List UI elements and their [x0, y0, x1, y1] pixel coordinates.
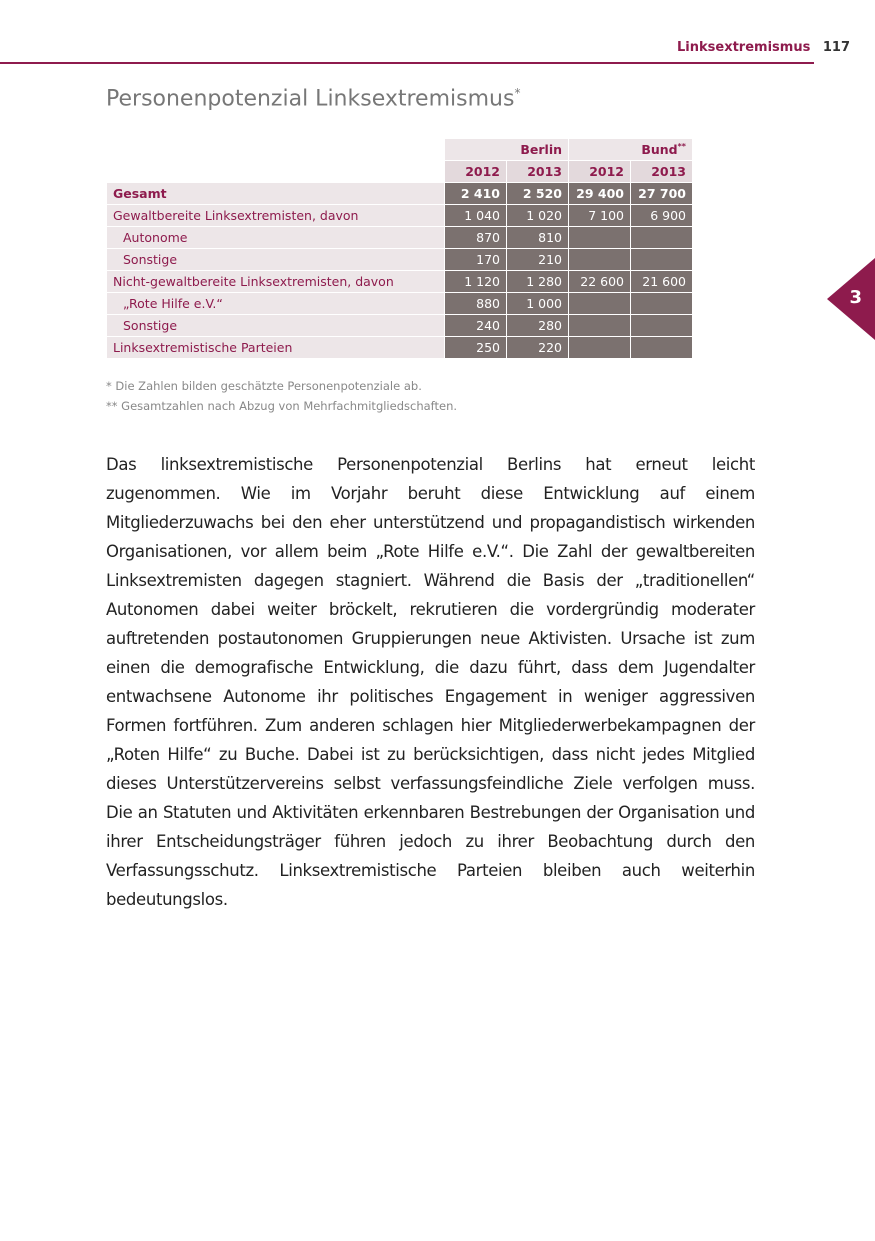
table-cell: 27 700 — [631, 183, 693, 205]
table-cell: 29 400 — [569, 183, 631, 205]
group-header-bund: Bund** — [569, 139, 693, 161]
title-footnote-marker: * — [514, 86, 521, 100]
table-cell: 2 520 — [507, 183, 569, 205]
table-row — [107, 227, 693, 249]
table-cell — [631, 227, 693, 249]
header-rule — [0, 62, 814, 64]
group-header-berlin: Berlin — [445, 139, 569, 161]
footnote: * Die Zahlen bilden geschätzte Personenpotenziale ab. — [106, 379, 422, 393]
table-cell — [631, 337, 693, 359]
row-label: Linksextremistische Parteien — [107, 337, 445, 359]
row-label: Gesamt — [107, 183, 445, 205]
running-title: Linksextremismus — [677, 40, 811, 55]
row-label: Gewaltbereite Linksextremisten, davon — [107, 205, 445, 227]
year-header: 2012 — [445, 161, 507, 183]
table-cell: 880 — [445, 293, 507, 315]
table-cell: 170 — [445, 249, 507, 271]
row-label: Nicht-gewaltbereite Linksextremisten, davon — [107, 271, 445, 293]
table-row-gesamt — [107, 183, 693, 205]
bund-footnote-marker: ** — [677, 141, 686, 151]
table-cell — [631, 249, 693, 271]
row-label: Autonome — [107, 227, 445, 249]
table-cell — [569, 249, 631, 271]
table-cell — [569, 315, 631, 337]
page-number: 117 — [822, 40, 850, 55]
table-cell: 240 — [445, 315, 507, 337]
table-cell: 7 100 — [569, 205, 631, 227]
table-cell: 1 000 — [507, 293, 569, 315]
header-empty-cell — [107, 161, 445, 183]
table-cell: 1 040 — [445, 205, 507, 227]
table-cell: 1 020 — [507, 205, 569, 227]
table-cell: 21 600 — [631, 271, 693, 293]
table-cell — [631, 315, 693, 337]
row-label: Sonstige — [107, 249, 445, 271]
table-cell: 810 — [507, 227, 569, 249]
table-cell — [631, 293, 693, 315]
table-year-header — [107, 161, 693, 183]
table-cell — [569, 293, 631, 315]
table-cell: 870 — [445, 227, 507, 249]
table-cell — [569, 227, 631, 249]
title-text: Personenpotenzial Linksextremismus — [106, 86, 515, 112]
table-row — [107, 271, 693, 293]
table-cell: 22 600 — [569, 271, 631, 293]
table-cell: 6 900 — [631, 205, 693, 227]
running-head — [677, 40, 850, 55]
table-row — [107, 249, 693, 271]
table-cell: 2 410 — [445, 183, 507, 205]
page-title — [106, 86, 520, 111]
table-row — [107, 337, 693, 359]
table-row — [107, 293, 693, 315]
body-paragraph: Das linksextremistische Personenpotenzial Berlins hat erneut leicht zugenommen. Wie im Vorjahr beruht diese Entwicklung auf einem Mitgliederzuwachs bei den eher unterstützend und propagandistisch wirkenden Organisationen, vor allem beim „Rote Hilfe e.V.“. Die Zahl der gewaltbereiten Linksextremisten dagegen stagniert. Während die Basis der „traditionellen“ Autonomen dabei weiter bröckelt, rekrutieren die vordergründig moderater auftretenden postautonomen Gruppierungen neue Aktivisten. Ursache ist zum einen die demografische Entwicklung, die dazu führt, dass dem Jugendalter entwachsene Autonome ihr politisches Engagement in weniger aggressiven Formen fortführen. Zum anderen schlagen hier Mitgliederwerbekampagnen der „Roten Hilfe“ zu Buche. Dabei ist zu berücksichtigen, dass nicht jedes Mitglied dieses Unterstützervereins selbst verfassungsfeindliche Ziele verfolgen muss. Die an Statuten und Aktivitäten erkennbaren Bestrebungen der Organisation und ihrer Entscheidungsträger führen jedoch zu ihrer Beobachtung durch den Verfassungsschutz. Linksextremistische Parteien bleiben auch weiterhin bedeutungslos. — [106, 455, 755, 909]
table-cell: 220 — [507, 337, 569, 359]
table-cell — [569, 337, 631, 359]
year-header: 2012 — [569, 161, 631, 183]
table-cell: 250 — [445, 337, 507, 359]
row-label: „Rote Hilfe e.V.“ — [107, 293, 445, 315]
year-header: 2013 — [507, 161, 569, 183]
table-group-header — [107, 139, 693, 161]
chapter-number: 3 — [849, 287, 862, 308]
table-row — [107, 315, 693, 337]
header-empty-cell — [107, 139, 445, 161]
table-cell: 1 280 — [507, 271, 569, 293]
personenpotenzial-table — [106, 138, 693, 359]
table-cell: 280 — [507, 315, 569, 337]
table-cell: 210 — [507, 249, 569, 271]
row-label: Sonstige — [107, 315, 445, 337]
footnotes — [106, 377, 457, 416]
table-row — [107, 205, 693, 227]
footnote: ** Gesamtzahlen nach Abzug von Mehrfachmitgliedschaften. — [106, 398, 458, 413]
year-header: 2013 — [631, 161, 693, 183]
table-cell: 1 120 — [445, 271, 507, 293]
